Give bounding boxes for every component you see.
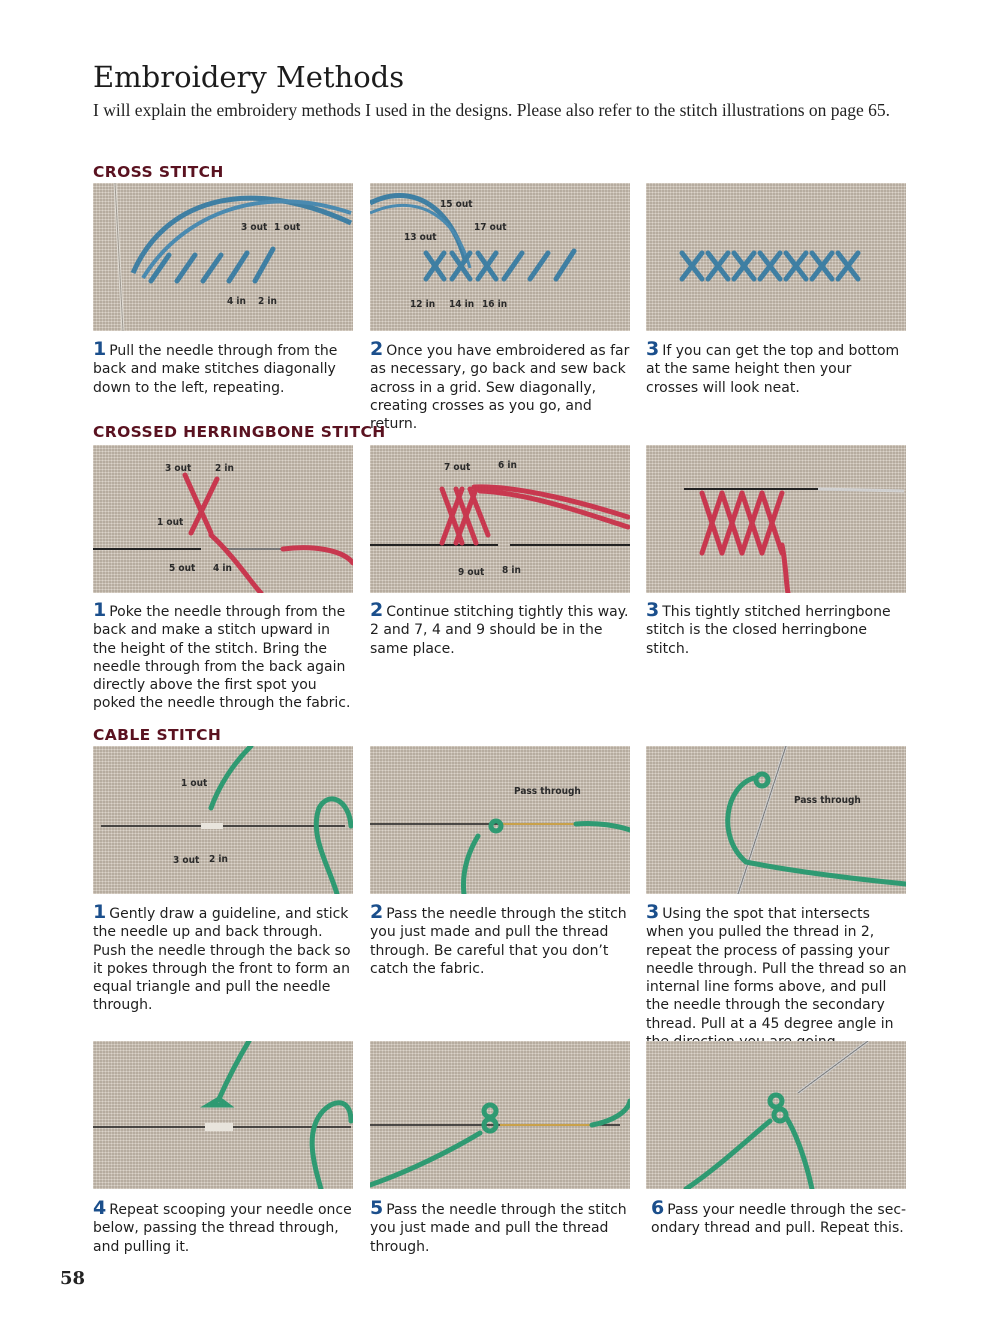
step-number: 1 [93, 901, 107, 923]
step-number: 5 [370, 1197, 384, 1219]
section-heading-cable-stitch: CABLE STITCH [93, 726, 222, 744]
label-pass-through: Pass through [514, 786, 581, 797]
section-heading-cross-stitch: CROSS STITCH [93, 163, 224, 181]
cross-stitch-step-3 [646, 340, 908, 397]
cable-photo-3 [646, 746, 906, 894]
herringbone-photo-1 [93, 445, 353, 593]
label-8-in: 8 in [502, 565, 521, 576]
step-text: Pass your needle through the sec-ondary thread and pull. Repeat this. [651, 1202, 907, 1237]
page-number: 58 [60, 1268, 86, 1289]
cable-step-5 [370, 1199, 632, 1256]
step-number: 6 [651, 1197, 665, 1219]
step-text: If you can get the top and bottom at the same height then your crosses will look neat. [646, 343, 900, 396]
label-17-out: 17 out [474, 222, 507, 233]
step-number: 4 [93, 1197, 107, 1219]
cross-stitch-photo-3 [646, 183, 906, 331]
step-text: Poke the needle through from the back and make a stitch upward in the height of the stitch. Bring the needle through from the back again directly above the first spot you poked the needle through the fabric. [93, 604, 351, 712]
cable-step-3 [646, 903, 908, 1051]
label-16-in: 16 in [482, 299, 508, 310]
herringbone-step-2 [370, 601, 632, 658]
label-9-out: 9 out [458, 567, 485, 578]
label-4-in: 4 in [213, 563, 232, 574]
herringbone-step-3 [646, 601, 908, 658]
herringbone-photo-2 [370, 445, 630, 593]
step-number: 3 [646, 338, 660, 360]
label-1-out: 1 out [274, 222, 301, 233]
step-text: Pass the needle through the stitch you just made and pull the thread through. Be careful that you don’t catch the fabric. [370, 906, 627, 977]
intro-text: I will explain the embroidery methods I used in the designs. Please also refer to the stitch illustrations on page 65. [93, 100, 891, 120]
cable-step-2 [370, 903, 632, 978]
section-heading-crossed-herringbone: CROSSED HERRINGBONE STITCH [93, 423, 386, 441]
step-text: Once you have embroidered as far as necessary, go back and sew back across in a grid. Sew diagonally, creating crosses as you go, and return. [370, 343, 630, 433]
step-text: Using the spot that intersects when you pulled the thread in 2, repeat the process of passing your needle through. Pull the thread so an internal line forms above, and pull the needle through the secondary thread. Pull at a 45 degree angle in [646, 906, 907, 1032]
label-12-in: 12 in [410, 299, 436, 310]
cross-stitch-photo-2 [370, 183, 630, 331]
label-1-out: 1 out [157, 517, 184, 528]
label-2-in: 2 in [258, 296, 277, 307]
cable-photo-5 [370, 1041, 630, 1189]
herringbone-step-1 [93, 601, 355, 713]
page-title: Embroidery Methods [93, 60, 405, 94]
step-number: 1 [93, 338, 107, 360]
cross-stitch-step-2 [370, 340, 632, 433]
label-15-out: 15 out [440, 199, 473, 210]
cable-photo-2 [370, 746, 630, 894]
label-2-in: 2 in [215, 463, 234, 474]
step-text: This tightly stitched herringbone stitch is the closed herringbone stitch. [646, 604, 891, 657]
cable-step-6 [651, 1199, 913, 1238]
label-6-in: 6 in [498, 460, 517, 471]
label-13-out: 13 out [404, 232, 437, 243]
step-number: 2 [370, 599, 384, 621]
cable-photo-1 [93, 746, 353, 894]
herringbone-photo-3 [646, 445, 906, 593]
step-text: Pass the needle through the stitch you just made and pull the thread through. [370, 1202, 627, 1255]
label-3-out: 3 out [165, 463, 192, 474]
label-1-out: 1 out [181, 778, 208, 789]
label-2-in: 2 in [209, 854, 228, 865]
step-text: Continue stitching tightly this way. 2 and 7, 4 and 9 should be in the same place. [370, 604, 629, 657]
cable-photo-6 [646, 1041, 906, 1189]
cable-photo-4 [93, 1041, 353, 1189]
step-text: Pull the needle through from the back and make stitches diagonally down to the left, repeating. [93, 343, 338, 396]
label-14-in: 14 in [449, 299, 475, 310]
step-number: 3 [646, 901, 660, 923]
label-4-in: 4 in [227, 296, 246, 307]
step-text: Repeat scooping your needle once below, passing the thread through, and pulling it. [93, 1202, 352, 1255]
step-number: 3 [646, 599, 660, 621]
label-7-out: 7 out [444, 462, 471, 473]
cable-step-4 [93, 1199, 355, 1256]
label-3-out: 3 out [173, 855, 200, 866]
step-number: 1 [93, 599, 107, 621]
cable-step-1 [93, 903, 355, 1015]
step-text: Gently draw a guideline, and stick the needle up and back through. Push the needle through the back so it pokes through the front to form an equal triangle and pull the needle through. [93, 906, 351, 1014]
label-3-out: 3 out [241, 222, 268, 233]
step-number: 2 [370, 901, 384, 923]
cross-stitch-photo-1 [93, 183, 353, 331]
cross-stitch-step-1 [93, 340, 355, 397]
label-5-out: 5 out [169, 563, 196, 574]
step-number: 2 [370, 338, 384, 360]
label-pass-through: Pass through [794, 795, 861, 806]
